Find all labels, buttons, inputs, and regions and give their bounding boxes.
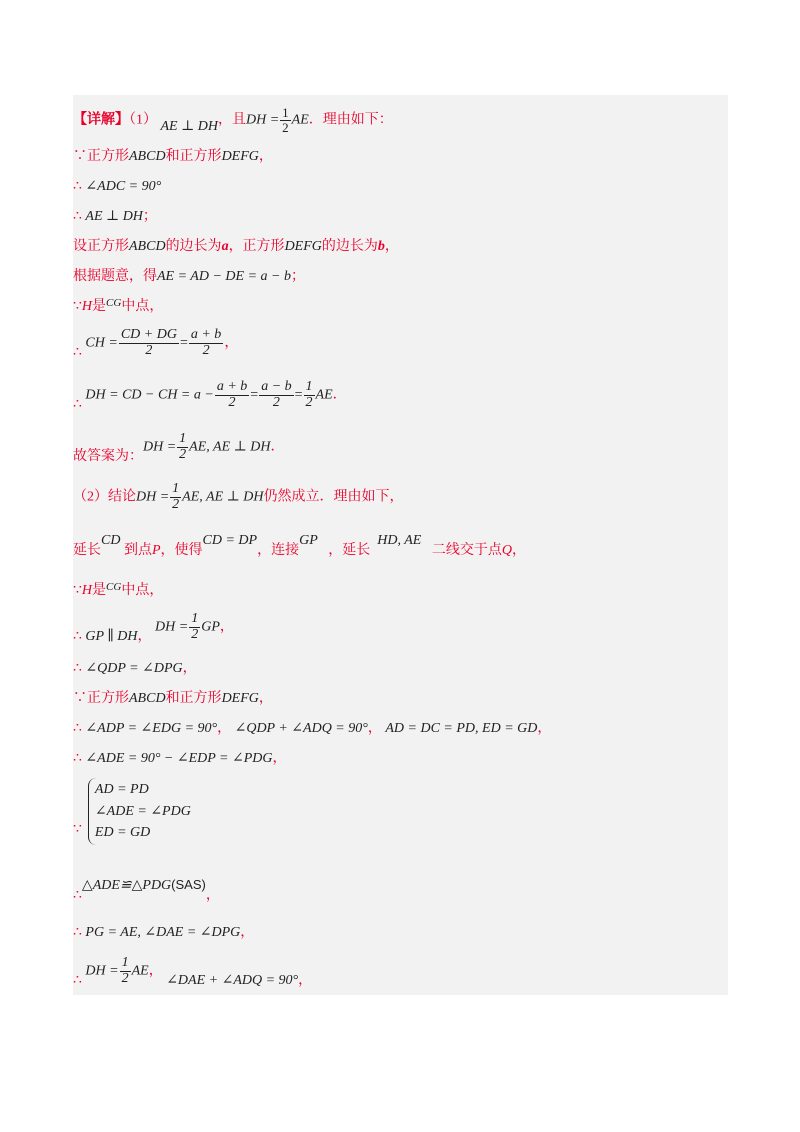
because-symbol: ∵: [73, 821, 82, 837]
text: ，: [298, 973, 313, 989]
detail-tag: 【详解】: [73, 112, 129, 128]
system-row: AD = PD: [94, 782, 149, 797]
frac-num: 1: [191, 611, 199, 626]
therefore-symbol: ∴: [73, 209, 82, 224]
system-row: ED = GD: [94, 825, 151, 841]
text: ，: [272, 751, 287, 766]
math-abcd: ABCD: [129, 149, 166, 164]
var-h: H: [81, 583, 93, 598]
frac-num: 1: [121, 955, 129, 970]
text: 和正方形: [165, 691, 222, 706]
frac-den: 2: [145, 342, 153, 358]
var-q: Q: [501, 543, 512, 558]
line-1: [73, 150, 273, 164]
therefore-symbol: ∴: [73, 397, 82, 413]
part-one-label: （1）: [129, 112, 157, 128]
therefore-symbol: ∴: [73, 721, 82, 736]
frac-num: a − b: [261, 379, 292, 394]
line-9: [73, 431, 285, 465]
therefore-symbol: ∴: [73, 751, 82, 766]
line-11: [73, 533, 526, 558]
var-a: a: [221, 239, 229, 254]
math-conclusion: AE, AE ⊥ DH: [182, 489, 264, 505]
math-dh: DH =: [85, 963, 119, 979]
frac-den: 2: [282, 119, 289, 135]
text: ，: [224, 335, 239, 351]
math-angles: ∠QDP = ∠DPG: [85, 661, 183, 676]
frac-den: 2: [305, 394, 313, 410]
equals: =: [179, 335, 188, 351]
math-dh: DH =: [246, 112, 280, 128]
fraction: [304, 380, 315, 410]
therefore-symbol: ∴: [73, 661, 82, 676]
text: ，: [258, 691, 273, 706]
text: 的边长为: [165, 239, 222, 254]
line-12: [73, 581, 164, 598]
line-18: [73, 778, 191, 845]
text: ．: [270, 439, 285, 455]
fraction: [189, 612, 200, 642]
therefore-symbol: ∴: [73, 629, 82, 645]
math-ch: CH =: [85, 335, 118, 351]
text: 延长: [73, 543, 101, 558]
math-ae-expr: AE = AD − DE = a − b: [157, 269, 291, 284]
math-dh: DH =: [155, 619, 189, 635]
math-hd-ae: HD, AE: [377, 533, 422, 548]
text: ，: [511, 543, 526, 558]
text: ，: [537, 721, 552, 736]
math-defg: DEFG: [221, 691, 259, 706]
math-cd-dp: CD = DP: [202, 533, 258, 548]
math-cd: CD: [101, 533, 121, 548]
math-answer: AE, AE ⊥ DH: [189, 439, 271, 455]
frac-den: 2: [121, 970, 129, 986]
therefore-symbol: ∴: [73, 888, 82, 903]
frac-den: 2: [179, 446, 187, 462]
therefore-symbol: ∴: [73, 973, 82, 989]
math-angle-sum: ∠QDP + ∠ADQ = 90°: [234, 721, 368, 736]
frac-den: 2: [172, 496, 180, 512]
text: 根据题意，得: [73, 269, 157, 284]
because-symbol: ∵: [73, 691, 87, 706]
text: ，使得: [160, 543, 203, 558]
line-17: [73, 752, 287, 766]
frac-num: 1: [179, 431, 187, 446]
text: 仍然成立．理由如下，: [263, 489, 404, 505]
because-symbol: ∵: [73, 149, 87, 164]
text: 中点，: [121, 299, 164, 314]
line-5: [73, 270, 305, 284]
fraction: [177, 432, 188, 462]
math-gp: GP: [299, 533, 318, 548]
equals: =: [294, 387, 303, 403]
line-15: [73, 692, 273, 706]
frac-num: a + b: [190, 327, 222, 342]
text: ，: [258, 149, 273, 164]
text: ，: [384, 239, 399, 254]
fraction: [119, 328, 179, 358]
var-b: b: [377, 239, 385, 254]
text: ；: [142, 209, 157, 224]
system-row: ∠ADE = ∠PDG: [94, 803, 191, 819]
text: ，连接: [257, 543, 300, 558]
frac-num: a + b: [216, 379, 248, 394]
math-angle-adc: ∠ADC = 90°: [85, 179, 162, 194]
text: 的边长为: [321, 239, 378, 254]
line-3: [73, 210, 157, 224]
text: ，延长: [328, 543, 371, 558]
math-parallel: GP ∥ DH: [85, 629, 138, 645]
text-and: ，且: [218, 112, 246, 128]
text: 到点: [123, 543, 152, 558]
therefore-symbol: ∴: [73, 179, 82, 194]
frac-den: 2: [202, 342, 210, 358]
text-reason: ．理由如下：: [308, 112, 393, 128]
text: ，: [217, 721, 232, 736]
text: ．: [332, 387, 347, 403]
math-cg: CG: [106, 581, 122, 593]
because-symbol: ∵: [73, 583, 82, 598]
line-13: [73, 611, 234, 645]
frac-num: 1: [305, 379, 313, 394]
frac-den: 2: [191, 626, 199, 642]
math-dh: DH =: [136, 489, 170, 505]
math-defg: DEFG: [221, 149, 259, 164]
line-4: [73, 240, 399, 254]
fraction: [120, 956, 131, 986]
var-h: H: [81, 299, 93, 314]
frac-den: 2: [228, 394, 236, 410]
text: 中点，: [121, 583, 164, 598]
text: 是: [92, 299, 107, 314]
text: ；: [290, 269, 305, 284]
line-2: [73, 180, 161, 194]
line-7: [73, 327, 239, 361]
line-10: [73, 482, 404, 512]
fraction: [189, 328, 223, 358]
equation-system: [88, 778, 191, 845]
var-p: P: [151, 543, 161, 558]
math-abcd: ABCD: [129, 691, 166, 706]
part-two-label: （2）结论: [73, 489, 136, 505]
text: 正方形: [87, 691, 129, 706]
line-16: [73, 722, 551, 736]
math-angle-sum: ∠DAE + ∠ADQ = 90°: [166, 973, 299, 989]
math-ae: AE: [315, 387, 333, 403]
line-8: [73, 379, 347, 413]
text: 是: [92, 583, 107, 598]
text: 和正方形: [165, 149, 222, 164]
text: ，: [219, 619, 234, 635]
sas-label: (SAS): [171, 877, 206, 892]
text: ，: [205, 888, 220, 903]
math-cg: CG: [106, 297, 122, 309]
fraction: [215, 380, 249, 410]
line-19: [73, 877, 220, 903]
math-dh-expr: DH = CD − CH = a −: [85, 387, 214, 403]
line-14: [73, 662, 197, 676]
text: 故答案为：: [73, 449, 143, 465]
math-congruent: △ADE≌△PDG: [81, 878, 172, 893]
math-equal-sides: AD = DC = PD, ED = GD: [385, 721, 538, 736]
line-20: [73, 926, 254, 940]
line-21: [73, 955, 313, 989]
equals: =: [250, 387, 259, 403]
therefore-symbol: ∴: [73, 925, 82, 940]
frac-num: 1: [282, 105, 289, 120]
text: 设正方形: [73, 239, 129, 254]
because-symbol: ∵: [73, 299, 82, 314]
frac-den: 2: [272, 394, 280, 410]
math-defg: DEFG: [284, 239, 322, 254]
math-ae: AE: [131, 963, 149, 979]
math-abcd: ABCD: [129, 239, 166, 254]
fraction: [259, 380, 293, 410]
text: ，: [182, 661, 197, 676]
line-6: [73, 297, 164, 314]
frac-num: 1: [172, 481, 180, 496]
math-gp: GP: [201, 619, 220, 635]
text: ，正方形: [228, 239, 285, 254]
frac-num: CD + DG: [120, 327, 177, 342]
math-ae: AE: [291, 112, 309, 128]
solution-header: [73, 106, 393, 134]
math-right-angles: ∠ADP = ∠EDG = 90°: [85, 721, 218, 736]
math-perp: AE ⊥ DH: [160, 119, 218, 135]
math-perp: AE ⊥ DH: [85, 209, 143, 224]
text: 正方形: [87, 149, 129, 164]
fraction: [170, 482, 181, 512]
math-pg-ae: PG = AE, ∠DAE = ∠DPG: [85, 925, 241, 940]
text: ，: [148, 963, 163, 979]
text: 二线交于点: [431, 543, 502, 558]
fraction-half: [280, 106, 291, 134]
math-angle-ade: ∠ADE = 90° − ∠EDP = ∠PDG: [85, 751, 273, 766]
math-dh: DH =: [143, 439, 177, 455]
text: ，: [367, 721, 382, 736]
text: ，: [240, 925, 255, 940]
text: ，: [137, 629, 152, 645]
therefore-symbol: ∴: [73, 345, 82, 361]
